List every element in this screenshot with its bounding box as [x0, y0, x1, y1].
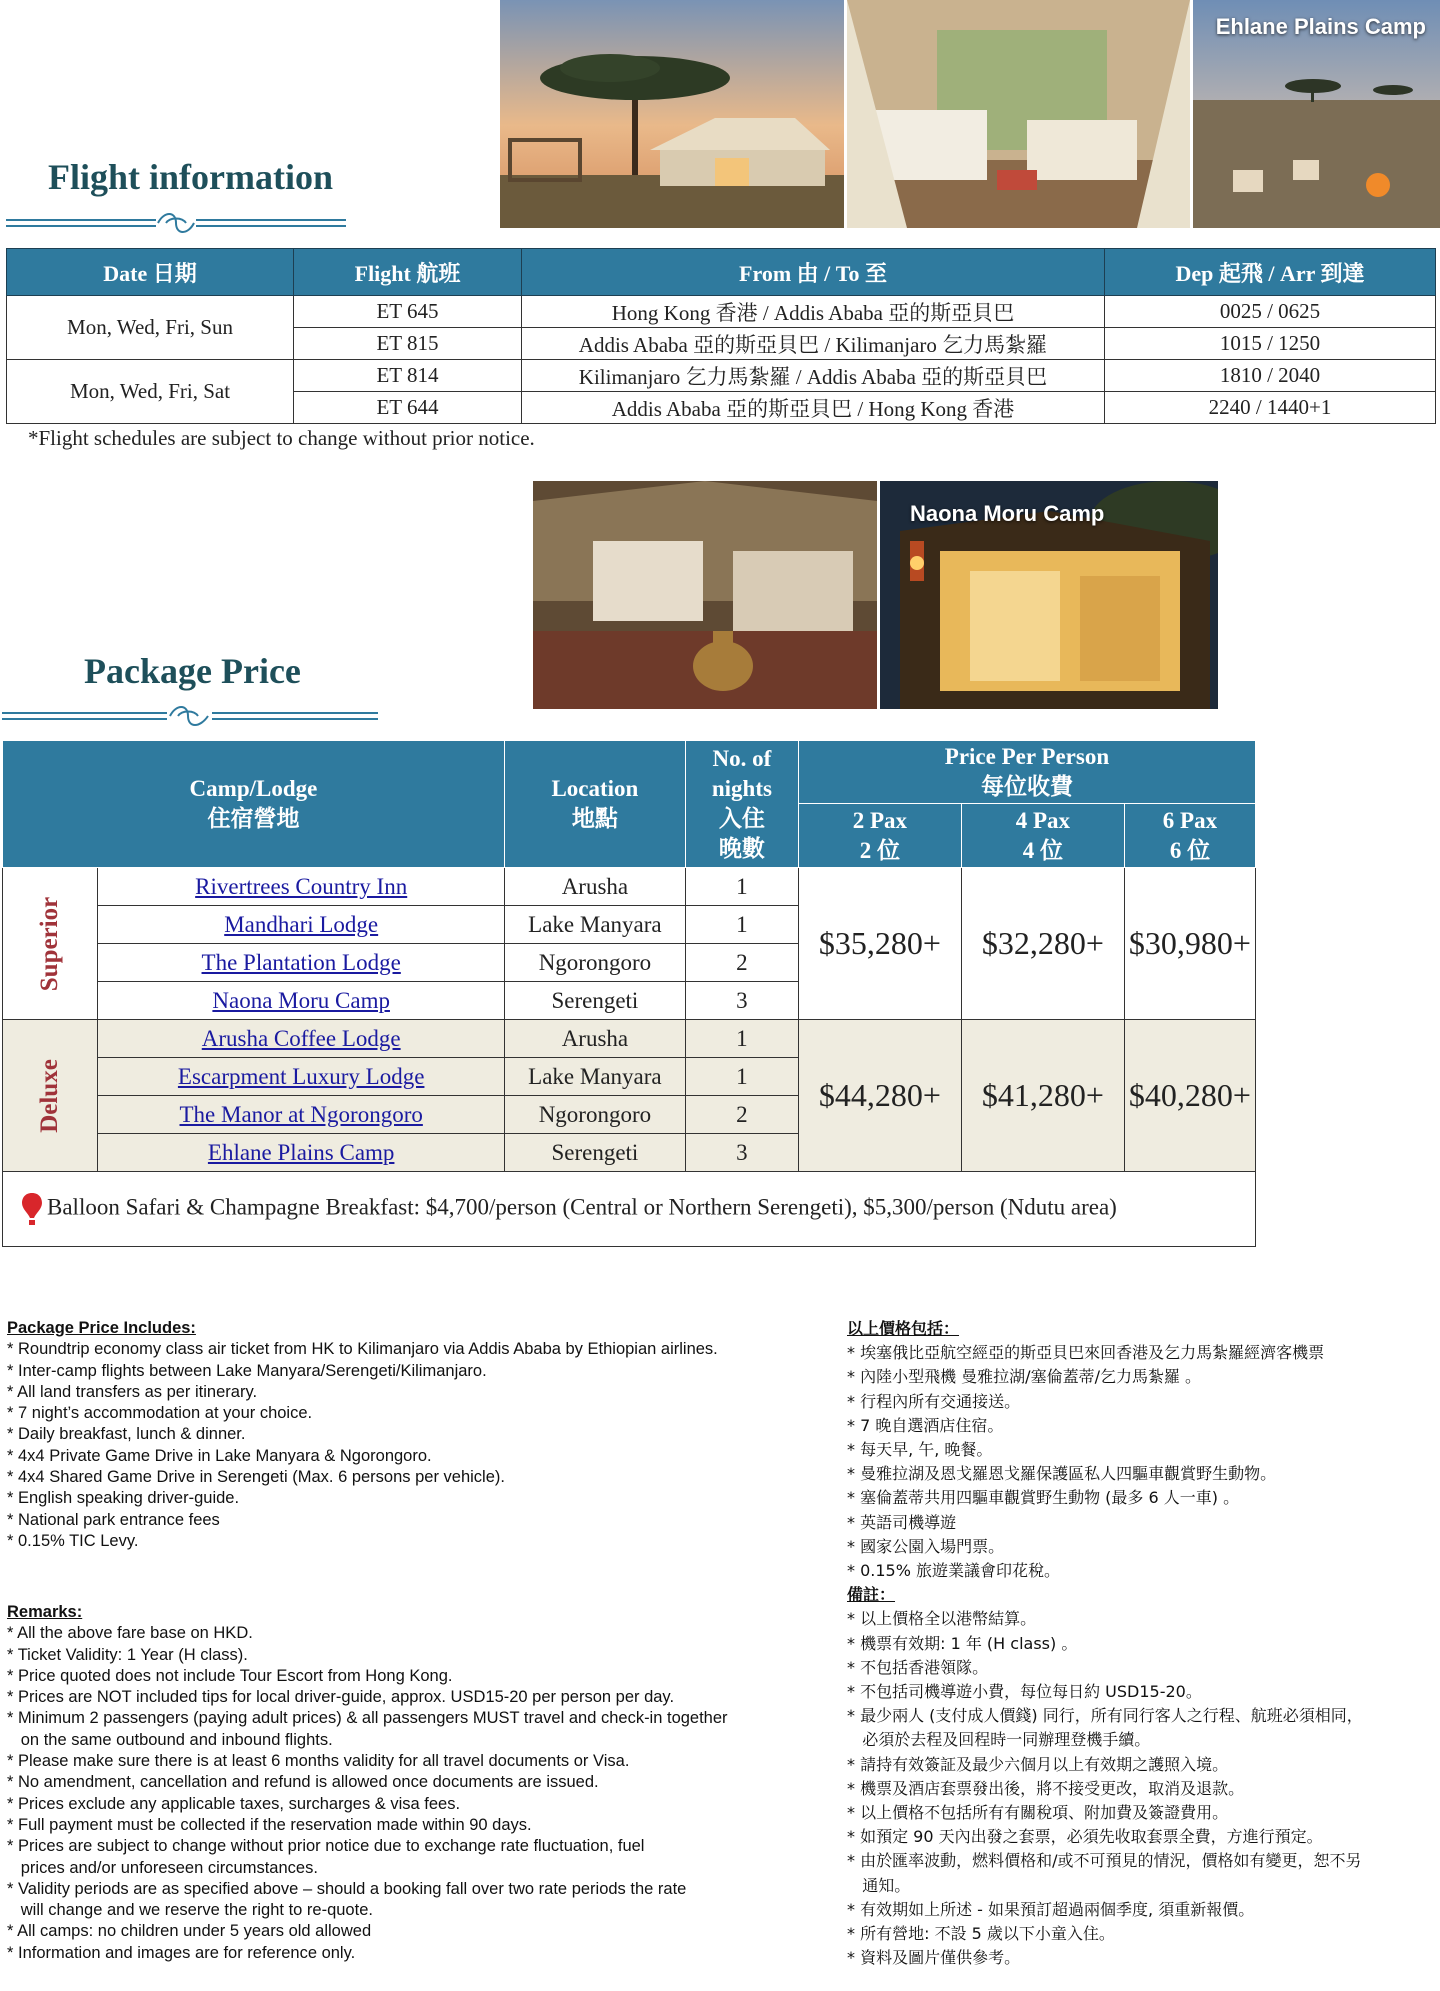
list-item: * 0.15% TIC Levy. — [7, 1531, 139, 1550]
list-item: * 行程內所有交通接送。 — [847, 1391, 1021, 1411]
list-item: * 不包括香港領隊。 — [847, 1657, 989, 1677]
list-item: * 曼雅拉湖及恩戈羅恩戈羅保護區私人四驅車觀賞野生動物。 — [847, 1464, 1277, 1484]
balloon-row — [3, 1172, 1256, 1247]
list-item: * 7 night’s accommodation at your choice. — [7, 1404, 313, 1423]
table-row — [7, 296, 1436, 328]
flight-time: 1015 / 1250 — [1105, 328, 1436, 360]
location-cell: Ngorongoro — [504, 1096, 685, 1134]
camp-link[interactable]: Naona Moru Camp — [212, 987, 390, 1013]
header-6pax — [1124, 804, 1255, 868]
price-2pax: $35,280+ — [798, 868, 961, 1020]
camp-link[interactable]: Arusha Coffee Lodge — [201, 1025, 401, 1051]
camp-cell — [98, 1134, 504, 1172]
list-item: * All camps: no children under 5 years old allowed — [7, 1922, 372, 1941]
price-4pax: $32,280+ — [961, 868, 1124, 1020]
list-item: * 以上價格不包括所有有關稅項、附加費及簽證費用。 — [847, 1803, 1229, 1823]
flight-header-row — [7, 249, 1436, 296]
acacia-tent-illustration — [500, 0, 844, 228]
tier-label-superior — [3, 868, 98, 1020]
divider-ornament — [6, 209, 346, 239]
header-4pax-en: 4 Pax — [1015, 807, 1071, 833]
header-2pax-en: 2 Pax — [852, 807, 908, 833]
nights-cell: 3 — [685, 1134, 798, 1172]
photo-ehlane-plains — [1193, 0, 1440, 228]
balloon-cell — [3, 1172, 1256, 1247]
remarks-en — [7, 1602, 728, 1964]
list-item: * 以上價格全以港幣結算。 — [847, 1609, 1037, 1629]
flight-route: Addis Ababa 亞的斯亞貝巴 / Kilimanjaro 乞力馬紮羅 — [522, 328, 1105, 360]
list-item: * 資料及圖片僅供參考。 — [847, 1948, 1021, 1968]
list-item: * 塞倫蓋蒂共用四驅車觀賞野生動物 (最多 6 人一車) 。 — [847, 1488, 1240, 1508]
flight-days: Mon, Wed, Fri, Sun — [7, 296, 294, 360]
header-time: Dep 起飛 / Arr 到達 — [1105, 249, 1436, 296]
list-item: * 4x4 Private Game Drive in Lake Manyara & Ngorongoro. — [7, 1446, 432, 1465]
header-location — [504, 741, 685, 868]
list-item: prices and/or unforeseen circumstances. — [7, 1858, 318, 1877]
price-6pax: $30,980+ — [1124, 868, 1255, 1020]
location-cell: Lake Manyara — [504, 906, 685, 944]
camp-cell — [98, 944, 504, 982]
list-item: * 由於匯率波動，燃料價格和/或不可預見的情況，價格如有變更，恕不另 — [847, 1851, 1362, 1871]
list-item: will change and we reserve the right to re-quote. — [7, 1901, 373, 1920]
header-4pax-zh: 4 位 — [1022, 837, 1064, 863]
list-item: * Inter-camp flights between Lake Manyara/Serengeti/Kilimanjaro. — [7, 1361, 487, 1380]
list-item: * 每天早, 午, 晚餐。 — [847, 1440, 993, 1460]
nights-cell: 2 — [685, 1096, 798, 1134]
list-item: * 不包括司機導遊小費，每位每日約 USD15-20。 — [847, 1682, 1202, 1702]
list-item: * 最少兩人 (支付成人價錢) 同行，所有同行客人之行程、航班必須相同， — [847, 1706, 1363, 1726]
list-item: * Full payment must be collected if the reservation made within 90 days. — [7, 1815, 532, 1834]
package-section-title: Package Price — [84, 651, 301, 691]
list-item: * Validity periods are as specified above – should a booking fall over two rate periods the rate — [7, 1879, 687, 1898]
hot-air-balloon-icon — [21, 1192, 43, 1226]
header-location-zh: 地點 — [571, 806, 618, 831]
camp-link[interactable]: Ehlane Plains Camp — [207, 1139, 395, 1165]
remarks-en-list — [7, 1623, 728, 1964]
header-4pax — [961, 804, 1124, 868]
list-item: * 英語司機導遊 — [847, 1512, 957, 1532]
list-item: * All land transfers as per itinerary. — [7, 1382, 258, 1401]
flight-number: ET 815 — [294, 328, 522, 360]
remarks-en-title: Remarks: — [7, 1603, 83, 1621]
location-cell: Lake Manyara — [504, 1058, 685, 1096]
photo-lounge-interior — [533, 481, 877, 709]
header-price-per-person — [798, 741, 1255, 804]
header-location-en: Location — [551, 776, 639, 801]
list-item: * 內陸小型飛機 曼雅拉湖/塞倫蓋蒂/乞力馬紮羅 。 — [847, 1367, 1202, 1387]
list-item: * Please make sure there is at least 6 months validity for all travel documents or Visa. — [7, 1752, 630, 1771]
flight-route: Addis Ababa 亞的斯亞貝巴 / Hong Kong 香港 — [522, 392, 1105, 424]
price-4pax: $41,280+ — [961, 1020, 1124, 1172]
camp-cell — [98, 982, 504, 1020]
camp-cell — [98, 1096, 504, 1134]
photo-tent-interior — [847, 0, 1190, 228]
nights-cell: 2 — [685, 944, 798, 982]
list-item: * Daily breakfast, lunch & dinner. — [7, 1425, 246, 1444]
header-nights-line: nights — [711, 776, 772, 801]
list-item: * 0.15% 旅遊業議會印花稅。 — [847, 1561, 1061, 1581]
list-item: * All the above fare base on HKD. — [7, 1624, 253, 1643]
table-row — [3, 1020, 1256, 1058]
header-date: Date 日期 — [7, 249, 294, 296]
header-camp-zh: 住宿營地 — [207, 806, 300, 831]
list-item: * No amendment, cancellation and refund is allowed once documents are issued. — [7, 1773, 599, 1792]
includes-en — [7, 1318, 718, 1552]
nights-cell: 1 — [685, 868, 798, 906]
header-2pax-zh: 2 位 — [859, 837, 901, 863]
lounge-illustration — [533, 481, 877, 709]
location-cell: Arusha — [504, 868, 685, 906]
includes-en-title: Package Price Includes: — [7, 1319, 196, 1337]
list-item: * 4x4 Shared Game Drive in Serengeti (Max. 6 persons per vehicle). — [7, 1468, 505, 1487]
header-6pax-zh: 6 位 — [1169, 837, 1211, 863]
nights-cell: 1 — [685, 1058, 798, 1096]
header-nights-line: No. of — [712, 746, 772, 771]
table-row — [3, 868, 1256, 906]
list-item: * Information and images are for reference only. — [7, 1943, 356, 1962]
list-item: * Ticket Validity: 1 Year (H class). — [7, 1645, 248, 1664]
photo-caption: Naona Moru Camp — [910, 501, 1105, 526]
list-item: * 國家公園入場門票。 — [847, 1536, 1005, 1556]
list-item: * 埃塞俄比亞航空經亞的斯亞貝巴來回香港及乞力馬紮羅經濟客機票 — [847, 1343, 1325, 1363]
list-item: * Price quoted does not include Tour Escort from Hong Kong. — [7, 1666, 453, 1685]
package-price-table — [2, 740, 1256, 1247]
list-item: * Prices exclude any applicable taxes, surcharges & visa fees. — [7, 1794, 461, 1813]
camp-link[interactable]: The Plantation Lodge — [201, 949, 401, 975]
flight-table — [6, 248, 1436, 424]
list-item: 通知。 — [847, 1875, 911, 1895]
header-nights — [685, 741, 798, 868]
nights-cell: 1 — [685, 1020, 798, 1058]
list-item: * 如預定 90 天內出發之套票，必須先收取套票全費，方進行預定。 — [847, 1827, 1323, 1847]
header-nights-line: 晚數 — [718, 836, 765, 861]
includes-zh — [847, 1317, 1363, 1970]
camp-cell — [98, 1020, 504, 1058]
list-item: * English speaking driver-guide. — [7, 1489, 240, 1508]
camp-link[interactable]: Mandhari Lodge — [224, 911, 379, 937]
camp-link[interactable]: Escarpment Luxury Lodge — [177, 1063, 425, 1089]
flight-schedule-note: *Flight schedules are subject to change without prior notice. — [28, 426, 535, 450]
tier-name: Superior — [36, 896, 64, 991]
location-cell: Serengeti — [504, 1134, 685, 1172]
flight-number: ET 814 — [294, 360, 522, 392]
list-item: * 7 晚自選酒店住宿。 — [847, 1415, 1004, 1435]
camp-cell — [98, 868, 504, 906]
flight-time: 1810 / 2040 — [1105, 360, 1436, 392]
flight-number: ET 644 — [294, 392, 522, 424]
nights-cell: 3 — [685, 982, 798, 1020]
location-cell: Arusha — [504, 1020, 685, 1058]
flight-days: Mon, Wed, Fri, Sat — [7, 360, 294, 424]
list-item: * 請持有效簽証及最少六個月以上有效期之護照入境。 — [847, 1754, 1229, 1774]
tent-bedroom-illustration — [847, 0, 1190, 228]
tier-label-deluxe — [3, 1020, 98, 1172]
header-price-en: Price Per Person — [944, 744, 1110, 769]
divider-ornament — [2, 702, 378, 732]
includes-zh-list — [847, 1341, 1363, 1583]
list-item: * Minimum 2 passengers (paying adult prices) & all passengers MUST travel and check-in together — [7, 1709, 728, 1728]
header-flight: Flight 航班 — [294, 249, 522, 296]
list-item: * 所有營地: 不設 5 歲以下小童入住。 — [847, 1924, 1115, 1944]
list-item: * Roundtrip economy class air ticket from HK to Kilimanjaro via Addis Ababa by Ethiopian airlines. — [7, 1340, 718, 1359]
flight-time: 2240 / 1440+1 — [1105, 392, 1436, 424]
header-6pax-en: 6 Pax — [1162, 807, 1218, 833]
camp-link[interactable]: Rivertrees Country Inn — [195, 873, 408, 899]
header-price-zh: 每位收費 — [980, 774, 1073, 799]
header-camp-en: Camp/Lodge — [189, 776, 318, 801]
includes-zh-title: 以上價格包括： — [847, 1319, 960, 1338]
flight-route: Hong Kong 香港 / Addis Ababa 亞的斯亞貝巴 — [522, 296, 1105, 328]
flight-route: Kilimanjaro 乞力馬紮羅 / Addis Ababa 亞的斯亞貝巴 — [522, 360, 1105, 392]
balloon-text: Balloon Safari & Champagne Breakfast: $4,700/person (Central or Northern Serengeti), $5,300/person (Ndutu area) — [47, 1194, 1117, 1220]
list-item: * 有效期如上所述 - 如果預訂超過兩個季度, 須重新報價。 — [847, 1899, 1255, 1919]
location-cell: Serengeti — [504, 982, 685, 1020]
tier-name: Deluxe — [36, 1058, 64, 1133]
photo-naona-moru — [880, 481, 1218, 709]
remarks-zh-list — [847, 1607, 1363, 1970]
price-6pax: $40,280+ — [1124, 1020, 1255, 1172]
location-cell: Ngorongoro — [504, 944, 685, 982]
flight-time: 0025 / 0625 — [1105, 296, 1436, 328]
table-row — [7, 360, 1436, 392]
header-camp — [3, 741, 505, 868]
list-item: * Prices are NOT included tips for local driver-guide, approx. USD15-20 per person per day. — [7, 1688, 675, 1707]
photo-caption: Ehlane Plains Camp — [1215, 14, 1426, 39]
list-item: 必須於去程及回程時一同辦理登機手續。 — [847, 1730, 1151, 1750]
camp-cell — [98, 906, 504, 944]
list-item: * Prices are subject to change without prior notice due to exchange rate fluctuation, fuel — [7, 1837, 645, 1856]
list-item: * National park entrance fees — [7, 1510, 220, 1529]
list-item: * 機票及酒店套票發出後，將不接受更改，取消及退款。 — [847, 1778, 1245, 1798]
camp-link[interactable]: The Manor at Ngorongoro — [179, 1101, 423, 1127]
camp-cell — [98, 1058, 504, 1096]
flight-number: ET 645 — [294, 296, 522, 328]
includes-en-list — [7, 1339, 718, 1552]
photo-camp-exterior — [500, 0, 844, 228]
price-2pax: $44,280+ — [798, 1020, 961, 1172]
header-2pax — [798, 804, 961, 868]
list-item: on the same outbound and inbound flights. — [7, 1730, 333, 1749]
list-item: * 機票有效期: 1 年 (H class) 。 — [847, 1633, 1078, 1653]
nights-cell: 1 — [685, 906, 798, 944]
remarks-zh-title: 備註： — [847, 1585, 896, 1605]
header-nights-line: 入住 — [718, 806, 765, 831]
price-header-row — [3, 741, 1256, 804]
header-route: From 由 / To 至 — [522, 249, 1105, 296]
flight-section-title: Flight information — [48, 157, 333, 197]
